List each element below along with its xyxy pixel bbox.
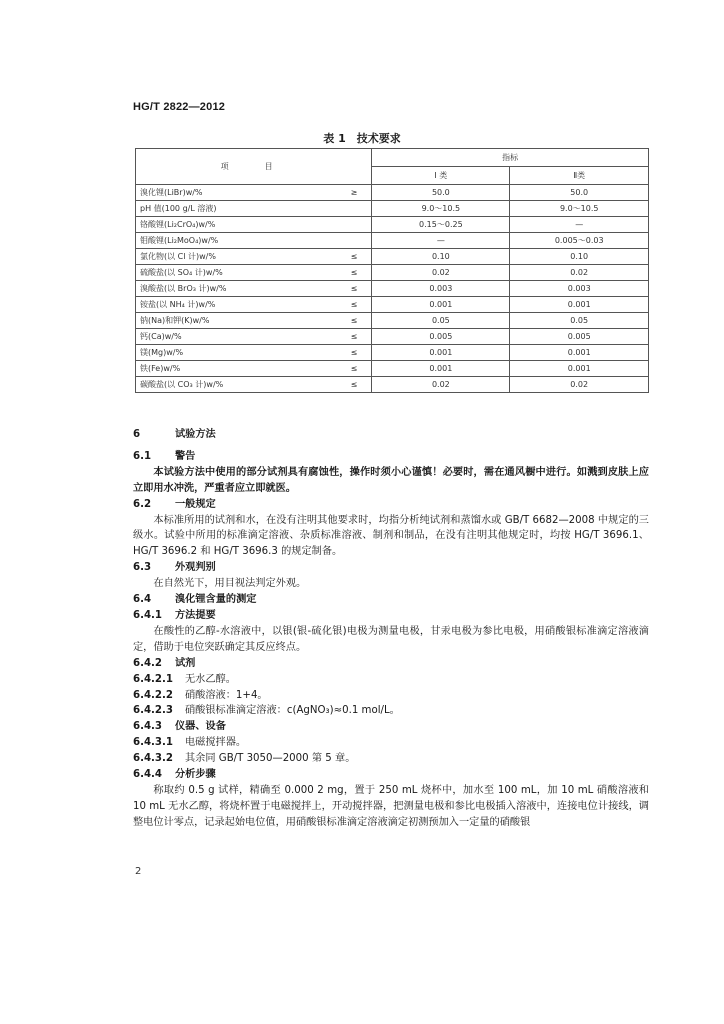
page-number: 2: [135, 866, 142, 877]
table-row: [136, 233, 649, 249]
row-value-class-1: 0.005: [372, 329, 510, 345]
row-value-class-2: 0.005～0.03: [510, 233, 649, 249]
row-limit-sign: [316, 233, 372, 249]
column-header-item: 项 目: [136, 149, 372, 185]
row-item-name: pH 值(100 g/L 溶液): [136, 201, 317, 217]
table-row: [136, 345, 649, 361]
table-row: [136, 313, 649, 329]
standard-id: HG/T 2822—2012: [133, 101, 226, 113]
table-row: [136, 361, 649, 377]
section-heading: 6 试验方法: [133, 429, 216, 440]
row-limit-sign: ≤: [316, 281, 372, 297]
warning-paragraph: 本试验方法中使用的部分试剂具有腐蚀性，操作时须小心谨慎！必要时，需在通风橱中进行。如溅到皮肤上应立即用水冲洗，严重者应立即就医。: [133, 466, 649, 494]
row-limit-sign: ≤: [316, 297, 372, 313]
technical-requirements-table: [135, 148, 649, 393]
row-value-class-1: —: [372, 233, 510, 249]
row-value-class-2: 0.003: [510, 281, 649, 297]
row-value-class-1: 0.003: [372, 281, 510, 297]
table-row: [136, 185, 649, 201]
row-value-class-1: 0.15～0.25: [372, 217, 510, 233]
paragraph: 在自然光下，用目视法判定外观。: [153, 578, 307, 590]
row-value-class-2: —: [510, 217, 649, 233]
row-limit-sign: ≤: [316, 265, 372, 281]
row-value-class-2: 0.001: [510, 297, 649, 313]
section-heading: 6.4.4 分析步骤: [133, 769, 216, 781]
row-limit-sign: ≤: [316, 249, 372, 265]
row-value-class-1: 0.02: [372, 265, 510, 281]
row-item-name: 铁(Fe)w/%: [136, 361, 317, 377]
row-value-class-2: 50.0: [510, 185, 649, 201]
row-limit-sign: ≥: [316, 185, 372, 201]
row-limit-sign: ≤: [316, 313, 372, 329]
column-header-class-1: I 类: [372, 167, 510, 185]
row-limit-sign: ≤: [316, 361, 372, 377]
row-value-class-2: 0.05: [510, 313, 649, 329]
row-item-name: 钠(Na)和钾(K)w/%: [136, 313, 317, 329]
row-limit-sign: ≤: [316, 345, 372, 361]
row-limit-sign: [316, 217, 372, 233]
table-body: [136, 185, 649, 393]
row-value-class-2: 0.005: [510, 329, 649, 345]
row-item-name: 溴化锂(LiBr)w/%: [136, 185, 317, 201]
section-heading: 6.4.3 仪器、设备: [133, 721, 226, 733]
table-row: [136, 297, 649, 313]
row-item-name: 铵盐(以 NH₄ 计)w/%: [136, 297, 317, 313]
row-value-class-1: 0.05: [372, 313, 510, 329]
column-header-class-2: Ⅱ类: [510, 167, 649, 185]
list-item: 6.4.3.2 其余同 GB/T 3050—2000 第 5 章。: [133, 753, 356, 765]
list-item: 6.4.2.3 硝酸银标准滴定溶液：c(AgNO₃)≈0.1 mol/L。: [133, 705, 400, 717]
table-row: [136, 217, 649, 233]
row-item-name: 碳酸盐(以 CO₃ 计)w/%: [136, 377, 317, 393]
row-value-class-2: 0.001: [510, 361, 649, 377]
row-value-class-1: 0.001: [372, 361, 510, 377]
paragraph: 在酸性的乙醇-水溶液中，以银(银-硫化银)电极为测量电极，甘汞电极为参比电极，用硝酸银标准滴定溶液滴定，借助于电位突跃确定其反应终点。: [133, 625, 649, 653]
row-value-class-1: 0.001: [372, 345, 510, 361]
table-row: [136, 201, 649, 217]
row-value-class-2: 0.10: [510, 249, 649, 265]
paragraph: 本标准所用的试剂和水，在没有注明其他要求时，均指分析纯试剂和蒸馏水或 GB/T 6682—2008 中规定的三级水。试验中所用的标准滴定溶液、杂质标准溶液、制剂和制品，在没有注明其他规定时，均按 HG/T 3696.1、HG/T 3696.2 和 HG/T 3696.3 的规定制备。: [133, 514, 649, 558]
row-item-name: 氯化物(以 Cl 计)w/%: [136, 249, 317, 265]
section-heading: 6.1 警告: [133, 450, 196, 462]
row-value-class-2: 9.0～10.5: [510, 201, 649, 217]
row-value-class-2: 0.02: [510, 377, 649, 393]
row-value-class-1: 50.0: [372, 185, 510, 201]
row-value-class-1: 9.0～10.5: [372, 201, 510, 217]
row-value-class-1: 0.001: [372, 297, 510, 313]
row-value-class-2: 0.02: [510, 265, 649, 281]
table-title: 表 1 技术要求: [323, 132, 401, 145]
table-row: [136, 265, 649, 281]
row-item-name: 铬酸锂(Li₂CrO₄)w/%: [136, 217, 317, 233]
list-item: 6.4.3.1 电磁搅拌器。: [133, 737, 247, 749]
row-item-name: 钼酸锂(Li₂MoO₄)w/%: [136, 233, 317, 249]
table-row: [136, 377, 649, 393]
paragraph: 称取约 0.5 g 试样，精确至 0.000 2 mg，置于 250 mL 烧杯中，加水至 100 mL，加 10 mL 硝酸溶液和 10 mL 无水乙醇，将烧杯置于电磁搅拌上，开动搅拌器，把测量电极和参比电极插入溶液中，连接电位计接线，调整电位计零点，记录起始电位值，用硝酸银标准滴定溶液滴定初测预加入一定量的硝酸银: [133, 784, 649, 828]
row-item-name: 溴酸盐(以 BrO₃ 计)w/%: [136, 281, 317, 297]
section-heading: 6.4.1 方法提要: [133, 609, 216, 621]
row-item-name: 钙(Ca)w/%: [136, 329, 317, 345]
section-heading: 6.4 溴化锂含量的测定: [133, 594, 257, 606]
row-limit-sign: ≤: [316, 329, 372, 345]
row-item-name: 镁(Mg)w/%: [136, 345, 317, 361]
row-value-class-2: 0.001: [510, 345, 649, 361]
row-value-class-1: 0.10: [372, 249, 510, 265]
table-row: [136, 281, 649, 297]
row-item-name: 硫酸盐(以 SO₄ 计)w/%: [136, 265, 317, 281]
row-limit-sign: [316, 201, 372, 217]
section-heading: 6.2 一般规定: [133, 498, 216, 510]
row-limit-sign: ≤: [316, 377, 372, 393]
table-row: [136, 329, 649, 345]
list-item: 6.4.2.1 无水乙醇。: [133, 673, 236, 685]
row-value-class-1: 0.02: [372, 377, 510, 393]
document-body: [133, 427, 649, 831]
section-heading: 6.3 外观判别: [133, 562, 216, 574]
column-header-index: 指标: [372, 149, 649, 167]
section-heading: 6.4.2 试剂: [133, 657, 196, 669]
table-row: [136, 249, 649, 265]
list-item: 6.4.2.2 硝酸溶液：1+4。: [133, 689, 268, 701]
